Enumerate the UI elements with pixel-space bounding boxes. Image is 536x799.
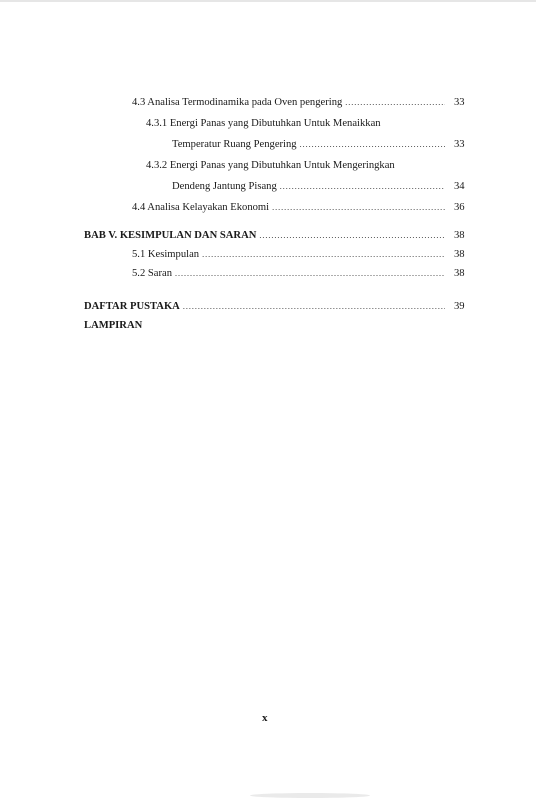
toc-dot-leader [300,137,445,153]
toc-page-number: 39 [454,301,465,312]
toc-dot-leader [259,228,445,244]
toc-page-number: 33 [454,97,465,108]
toc-entry-text: 5.2 Saran [132,268,173,279]
toc-dot-leader [175,266,445,282]
toc-chapter-lampiran: LAMPIRAN [84,320,143,331]
toc-chapter-bab-v [84,228,448,244]
toc-entry-4-3-2: 4.3.2 Energi Panas yang Dibutuhkan Untuk Mengeringkan [146,160,395,171]
toc-dot-leader [272,200,445,216]
toc-chapter-daftar-pustaka [84,299,448,315]
toc-entry-5-2 [132,266,448,282]
toc-entry-text: Temperatur Ruang Pengering [172,139,297,150]
toc-page-number: 38 [454,249,465,260]
toc-page-number: 33 [454,139,465,150]
toc-dot-leader [345,95,445,111]
toc-entry-5-1 [132,247,448,263]
toc-dot-leader [202,247,445,263]
toc-entry-text: 4.3 Analisa Termodinamika pada Oven pengering [132,97,343,108]
toc-dot-leader [280,179,445,195]
toc-entry-4-3 [132,95,448,111]
toc-entry-text: 4.4 Analisa Kelayakan Ekonomi [132,202,270,213]
scan-top-edge [0,0,536,2]
toc-chapter-text: DAFTAR PUSTAKA [84,301,180,312]
toc-dot-leader [183,299,445,315]
toc-entry-4-3-1-continued [172,137,448,153]
toc-page-number: 38 [454,230,465,241]
toc-entry-text: 5.1 Kesimpulan [132,249,200,260]
toc-entry-4-3-2-continued [172,179,448,195]
toc-page-number: 38 [454,268,465,279]
scan-smudge [250,793,370,798]
toc-entry-4-4 [132,200,448,216]
toc-page-number: 36 [454,202,465,213]
toc-chapter-text: BAB V. KESIMPULAN DAN SARAN [84,230,257,241]
page-number: x [262,712,268,724]
toc-entry-text: Dendeng Jantung Pisang [172,181,277,192]
toc-entry-4-3-1: 4.3.1 Energi Panas yang Dibutuhkan Untuk Menaikkan [146,118,381,129]
toc-page-number: 34 [454,181,465,192]
